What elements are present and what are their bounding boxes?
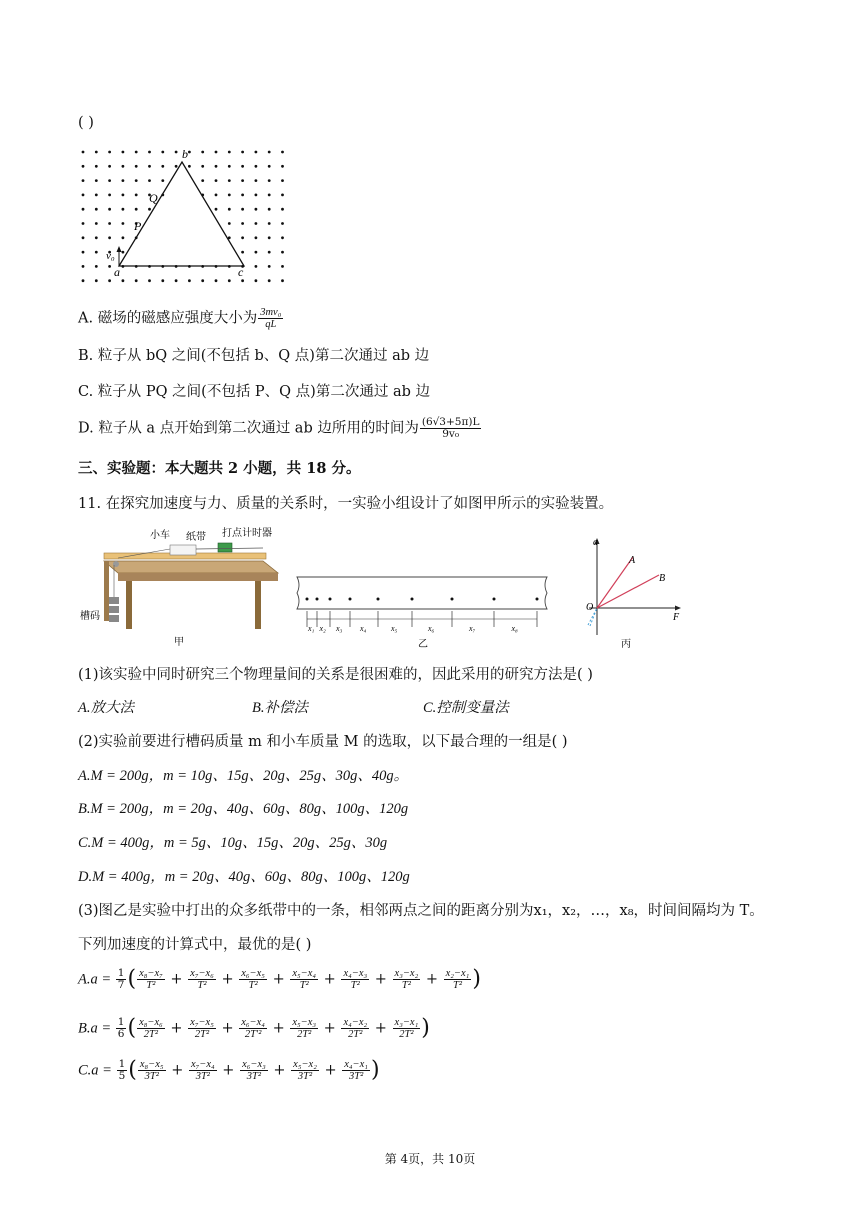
- term-fraction: $\frac{\text{x₆−x₃}}{\text{3T²}}$: [242, 1059, 266, 1082]
- field-dot: [148, 151, 151, 154]
- field-dot: [281, 222, 284, 225]
- triangle-field-figure: [78, 145, 293, 285]
- tape-dot: [349, 598, 352, 601]
- field-dot: [148, 179, 151, 182]
- field-dot: [148, 208, 151, 211]
- field-dot: [228, 165, 231, 168]
- field-dot: [108, 265, 111, 268]
- tape-dot: [536, 598, 539, 601]
- term-fraction: $\frac{\text{x₈−x₅}}{\text{3T²}}$: [139, 1059, 164, 1082]
- field-dot: [122, 208, 125, 211]
- line-B: [597, 575, 659, 608]
- page-footer: 第 4页，共 10页: [384, 1152, 476, 1166]
- field-dot: [281, 179, 284, 182]
- field-dot: [122, 151, 125, 154]
- label-a: a: [114, 265, 120, 279]
- q11-p3-option-b: [78, 1017, 430, 1040]
- field-dot: [255, 151, 258, 154]
- field-dot: [201, 151, 204, 154]
- q10-option-d: D. 粒子从 a 点开始到第二次通过 ab 边所用的时间为 $\frac{(6√3+5\pi)L}{\text{9v₀}}$: [78, 416, 480, 440]
- label-F: F: [673, 612, 680, 623]
- field-dot: [281, 251, 284, 254]
- plus-sign: +: [267, 1020, 290, 1037]
- figure-jia-apparatus: [78, 525, 283, 650]
- velocity-arrowhead: [117, 246, 122, 252]
- field-dot: [255, 165, 258, 168]
- field-dot: [268, 222, 271, 225]
- field-dot: [135, 151, 138, 154]
- field-dot: [281, 279, 284, 282]
- tape-dot: [306, 598, 309, 601]
- field-dot: [82, 179, 85, 182]
- table-leg: [126, 581, 132, 629]
- field-dot: [281, 208, 284, 211]
- q11-p1-option-c: C.控制变量法: [423, 700, 509, 716]
- field-dot: [95, 222, 98, 225]
- field-dot: [82, 251, 85, 254]
- label-tape: 纸带: [186, 532, 206, 543]
- field-dot: [268, 194, 271, 197]
- field-dot: [161, 179, 164, 182]
- field-dot: [281, 194, 284, 197]
- field-dot: [95, 179, 98, 182]
- term-fraction: $\frac{\text{x₃−x₁}}{\text{2T²}}$: [394, 1017, 419, 1040]
- q11-intro: 11. 在探究加速度与力、质量的关系时，一实验小组设计了如图甲所示的实验装置。: [78, 496, 614, 512]
- paren: ): [421, 1015, 430, 1041]
- plus-sign: +: [217, 1062, 240, 1079]
- term-fraction: $\frac{\text{x₄−x₁}}{\text{3T²}}$: [344, 1059, 368, 1082]
- term-fraction: $\frac{\text{x₆−x₅}}{\text{T²}}$: [241, 968, 265, 991]
- label-Q: Q: [149, 191, 158, 205]
- plus-sign: +: [370, 1020, 392, 1037]
- field-dot: [161, 165, 164, 168]
- figure-yi-tape: [292, 575, 552, 650]
- field-dot: [82, 265, 85, 268]
- line-A: [597, 557, 633, 608]
- term-fraction: $\frac{\text{x₈−x₇}}{\text{T²}}$: [139, 968, 163, 991]
- field-dot: [122, 279, 125, 282]
- label-v0: v₀: [106, 250, 115, 262]
- field-dot: [95, 279, 98, 282]
- field-dot: [255, 279, 258, 282]
- paren: (: [128, 1057, 137, 1083]
- field-dot: [281, 165, 284, 168]
- q11-p1-option-b: B.补偿法: [252, 700, 308, 716]
- q11-part3-line1: (3)图乙是实验中打出的众多纸带中的一条，相邻两点之间的距离分别为x₁，x₂，…，x₈，时间间隔均为 T。: [78, 903, 764, 919]
- field-dot: [281, 265, 284, 268]
- field-dot: [215, 165, 218, 168]
- plus-sign: +: [216, 971, 239, 988]
- tape-label: x₄: [360, 624, 367, 633]
- formula-lead: B.a =: [78, 1020, 115, 1037]
- field-dot: [241, 279, 244, 282]
- plus-sign: +: [165, 971, 188, 988]
- caption-jia: 甲: [174, 637, 184, 648]
- field-dot: [82, 151, 85, 154]
- q10-option-c: C. 粒子从 PQ 之间(不包括 P、Q 点)第二次通过 ab 边: [78, 384, 430, 400]
- field-dot: [281, 236, 284, 239]
- tape-dot: [451, 598, 454, 601]
- plus-sign: +: [319, 971, 341, 988]
- field-dot: [82, 208, 85, 211]
- plus-sign: +: [370, 971, 392, 988]
- field-dot: [108, 151, 111, 154]
- plus-sign: +: [267, 971, 290, 988]
- field-dot: [95, 151, 98, 154]
- tape-label: x₆: [428, 624, 435, 633]
- table-leg: [104, 561, 109, 621]
- formula-lead: A.a =: [78, 971, 115, 988]
- label-P: P: [134, 219, 142, 233]
- field-dot: [108, 236, 111, 239]
- field-dot: [228, 179, 231, 182]
- paren: (: [127, 1015, 137, 1041]
- q10-option-b: B. 粒子从 bQ 之间(不包括 b、Q 点)第二次通过 ab 边: [78, 348, 430, 364]
- field-dot: [241, 151, 244, 154]
- field-dot: [241, 179, 244, 182]
- field-dot: [135, 194, 138, 197]
- tape-dot: [329, 598, 332, 601]
- field-dot: [175, 151, 178, 154]
- field-dot: [228, 194, 231, 197]
- table-top: [104, 561, 278, 573]
- field-dot: [228, 208, 231, 211]
- field-dot: [122, 165, 125, 168]
- field-dot: [281, 151, 284, 154]
- label-b: b: [182, 147, 188, 161]
- field-dot: [228, 222, 231, 225]
- field-dot: [82, 165, 85, 168]
- plus-sign: +: [165, 1020, 188, 1037]
- plus-sign: +: [421, 971, 443, 988]
- field-dot: [95, 194, 98, 197]
- label-car: 小车: [150, 530, 170, 541]
- answer-bracket: ( ): [78, 115, 94, 131]
- q11-p1-option-a: A.放大法: [78, 700, 134, 716]
- field-dot: [135, 179, 138, 182]
- field-dot: [95, 251, 98, 254]
- term-fraction: $\frac{\text{x₇−x₆}}{\text{T²}}$: [190, 968, 214, 991]
- plus-sign: +: [166, 1062, 188, 1079]
- tape-outline: [297, 577, 547, 609]
- field-dot: [215, 208, 218, 211]
- field-dot: [241, 208, 244, 211]
- field-dot: [215, 179, 218, 182]
- section-header: 三、实验题：本大题共 2 小题，共 18 分。: [78, 460, 361, 477]
- field-dot: [82, 222, 85, 225]
- q11-p2-option-d: D.M = 400g，m = 20g、40g、60g、80g、100g、120g: [78, 869, 410, 885]
- field-dot: [122, 251, 125, 254]
- field-dot: [135, 208, 138, 211]
- field-dot: [95, 265, 98, 268]
- fraction: $\frac{\text{3mv₀}}{qL}$: [260, 307, 282, 330]
- paren: (: [127, 966, 137, 992]
- field-dot: [108, 208, 111, 211]
- field-dot: [122, 222, 125, 225]
- term-fraction: $\frac{\text{x₈−x₆}}{\text{2T²}}$: [139, 1017, 163, 1040]
- field-dot: [241, 222, 244, 225]
- field-dot: [228, 279, 231, 282]
- label-timer: 打点计时器: [222, 528, 272, 539]
- q11-part1: (1)该实验中同时研究三个物理量间的关系是很困难的，因此采用的研究方法是( ): [78, 667, 593, 683]
- field-dot: [268, 236, 271, 239]
- weight: [109, 615, 119, 622]
- label-O: O: [586, 602, 594, 613]
- cart: [170, 545, 196, 555]
- field-dot: [95, 236, 98, 239]
- label-A: A: [629, 555, 636, 566]
- field-dot: [175, 165, 178, 168]
- field-dot: [255, 179, 258, 182]
- label-weight: 槽码: [80, 611, 100, 622]
- label-a: a: [593, 537, 598, 548]
- plus-sign: +: [319, 1020, 341, 1037]
- field-dot: [268, 179, 271, 182]
- figure-bing-graph: [585, 535, 695, 650]
- triangle-abc: [119, 162, 244, 266]
- field-dot: [135, 165, 138, 168]
- paren: ): [472, 966, 481, 992]
- field-dot: [122, 194, 125, 197]
- fraction: $\frac{(6√3+5\pi)L}{\text{9v₀}}$: [421, 416, 480, 440]
- coefficient: $\frac{1}{7}$: [117, 967, 125, 991]
- formula-lead: C.a =: [78, 1062, 116, 1079]
- field-dot: [188, 165, 191, 168]
- field-dot: [241, 194, 244, 197]
- q11-p2-option-b: B.M = 200g，m = 20g、40g、60g、80g、100g、120g: [78, 801, 409, 817]
- field-dot: [268, 265, 271, 268]
- tape-dot: [377, 598, 380, 601]
- term-fraction: $\frac{\text{x₇−x₄}}{\text{3T²}}$: [190, 1059, 215, 1082]
- field-dot: [201, 279, 204, 282]
- tape-label: x₇: [469, 624, 476, 633]
- caption-yi: 乙: [418, 639, 428, 650]
- field-dot: [135, 279, 138, 282]
- q11-p3-option-c: [78, 1059, 380, 1082]
- field-dot: [215, 279, 218, 282]
- weight: [109, 597, 119, 604]
- field-dot: [175, 279, 178, 282]
- field-dot: [268, 165, 271, 168]
- q10-option-a: A. 磁场的磁感应强度大小为 $\frac{\text{3mv₀}}{qL}$: [78, 307, 282, 330]
- term-fraction: $\frac{\text{x₃−x₂}}{\text{T²}}$: [394, 968, 419, 991]
- term-fraction: $\frac{\text{x₇−x₅}}{\text{2T²}}$: [190, 1017, 214, 1040]
- field-dot: [161, 279, 164, 282]
- f-axis-arrow: [675, 606, 681, 611]
- field-dot: [241, 251, 244, 254]
- plus-sign: +: [216, 1020, 239, 1037]
- weight: [109, 606, 119, 613]
- label-B: B: [659, 573, 666, 584]
- paren: ): [370, 1057, 380, 1083]
- field-dot: [201, 165, 204, 168]
- tape-label: x₈: [511, 624, 518, 633]
- tape-label: x₂: [319, 624, 326, 633]
- table-edge: [118, 573, 278, 581]
- field-dot: [268, 279, 271, 282]
- q11-p2-option-a: A.M = 200g，m = 10g、15g、20g、25g、30g、40g。: [78, 768, 409, 784]
- field-dot: [108, 194, 111, 197]
- field-dot: [161, 151, 164, 154]
- coefficient: $\frac{1}{5}$: [118, 1058, 126, 1082]
- term-fraction: $\frac{\text{x₄−x₃}}{\text{T²}}$: [343, 968, 368, 991]
- field-dot: [268, 251, 271, 254]
- field-dot: [122, 236, 125, 239]
- field-dot: [215, 194, 218, 197]
- tape-label: x₁: [308, 624, 315, 633]
- field-dot: [82, 194, 85, 197]
- field-dot: [268, 151, 271, 154]
- timer-device: [218, 543, 232, 552]
- coefficient: $\frac{1}{6}$: [117, 1016, 125, 1040]
- tape-dot: [493, 598, 496, 601]
- tape-dot: [316, 598, 319, 601]
- plus-sign: +: [268, 1062, 291, 1079]
- tape-label: x₃: [336, 624, 343, 633]
- field-dot: [241, 236, 244, 239]
- q11-p3-option-a: [78, 968, 481, 991]
- term-fraction: $\frac{\text{x₆−x₄}}{\text{2T′²}}$: [241, 1017, 265, 1040]
- paper-tape: [196, 548, 263, 549]
- term-fraction: $\frac{\text{x₄−x₂}}{\text{2T²}}$: [343, 1017, 368, 1040]
- field-dot: [108, 179, 111, 182]
- field-dot: [255, 222, 258, 225]
- field-dot: [122, 179, 125, 182]
- field-dot: [108, 279, 111, 282]
- field-dot: [215, 151, 218, 154]
- field-dot: [82, 279, 85, 282]
- q11-part2: (2)实验前要进行槽码质量 m 和小车质量 M 的选取，以下最合理的一组是( ): [78, 734, 568, 750]
- field-dot: [255, 251, 258, 254]
- field-dot: [188, 151, 191, 154]
- label-c: c: [238, 265, 244, 279]
- field-dot: [95, 208, 98, 211]
- term-fraction: $\frac{\text{x₅−x₃}}{\text{2T²}}$: [292, 1017, 317, 1040]
- field-dot: [255, 236, 258, 239]
- field-dot: [82, 236, 85, 239]
- q11-part3-line2: 下列加速度的计算式中，最优的是( ): [78, 937, 312, 953]
- caption-bing: 丙: [621, 639, 631, 650]
- term-fraction: $\frac{\text{x₂−x₁}}{\text{T²}}$: [445, 968, 470, 991]
- field-dot: [108, 165, 111, 168]
- field-dot: [201, 179, 204, 182]
- field-dot: [95, 165, 98, 168]
- field-dot: [108, 222, 111, 225]
- field-dots: [82, 151, 284, 283]
- field-dot: [188, 279, 191, 282]
- table-leg: [255, 581, 261, 629]
- field-dot: [268, 208, 271, 211]
- field-dot: [255, 208, 258, 211]
- field-dot: [228, 151, 231, 154]
- field-dot: [148, 279, 151, 282]
- term-fraction: $\frac{\text{x₅−x₄}}{\text{T²}}$: [292, 968, 317, 991]
- plus-sign: +: [319, 1062, 342, 1079]
- field-dot: [241, 165, 244, 168]
- q11-p2-option-c: C.M = 400g，m = 5g、10g、15g、20g、25g、30g: [78, 835, 388, 851]
- field-dot: [148, 165, 151, 168]
- field-dot: [255, 265, 258, 268]
- tape-dot: [411, 598, 414, 601]
- field-dot: [255, 194, 258, 197]
- term-fraction: $\frac{\text{x₅−x₂}}{\text{3T²}}$: [293, 1059, 317, 1082]
- tape-label: x₅: [391, 624, 398, 633]
